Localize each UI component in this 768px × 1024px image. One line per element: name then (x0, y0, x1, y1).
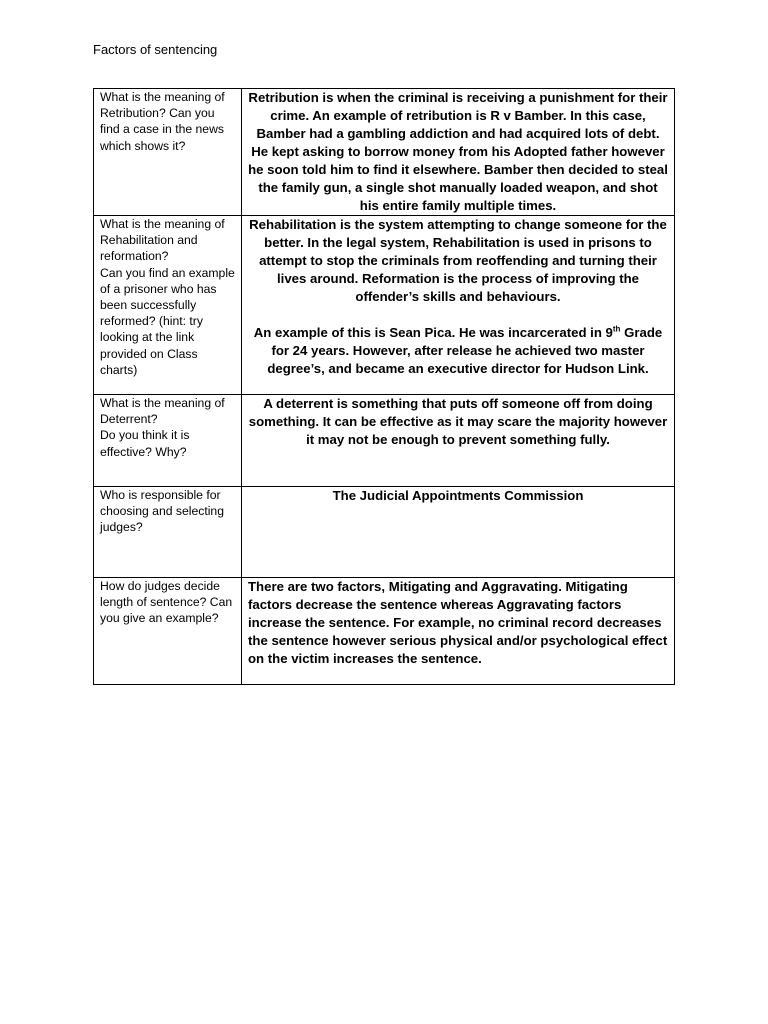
answer-sentence-length: There are two factors, Mitigating and Aggravating. Mitigating factors decrease the sentence whereas Aggravating factors increase the sentence. For example, no criminal record decreases the sentence however serious physical and/or psychological effect on the victim increases the sentence. (248, 579, 668, 666)
question-cell-deterrent (94, 395, 242, 487)
answer-cell-judges (242, 487, 675, 578)
table-row-sentence-length (94, 578, 675, 685)
answer-example-superscript: th (612, 324, 621, 334)
question-deterrent: What is the meaning of Deterrent? Do you think it is effective? Why? (100, 396, 225, 459)
question-retribution: What is the meaning of Retribution? Can you find a case in the news which shows it? (100, 90, 225, 153)
answer-example-text-start: An example of this is Sean Pica. He was incarcerated in 9 (253, 325, 613, 340)
answer-cell-retribution (242, 89, 675, 216)
question-cell-sentence-length (94, 578, 242, 685)
question-cell-retribution (94, 89, 242, 216)
question-cell-rehabilitation (94, 216, 242, 395)
answer-retribution: Retribution is when the criminal is receiving a punishment for their crime. An example of retribution is R v Bamber. In this case, Bamber had a gambling addiction and had acquired lots of debt. He kept asking to borrow money from his Adopted father however he soon told him to find it elsewhere. Bamber then decided to steal the family gun, a single shot manually loaded weapon, and shot his entire family multiple times. (248, 90, 668, 213)
table-row-retribution (94, 89, 675, 216)
document-title: Factors of sentencing (93, 42, 218, 57)
table-row-deterrent (94, 395, 675, 487)
answer-rehabilitation-definition: Rehabilitation is the system attempting to change someone for the better. In the legal system, Rehabilitation is used in prisons to attempt to stop the criminals from reoffending and turning their lives around. Reformation is the process of improving the offender’s skills and behaviours. (249, 217, 667, 304)
answer-cell-deterrent (242, 395, 675, 487)
table-row-rehabilitation (94, 216, 675, 395)
question-rehabilitation: What is the meaning of Rehabilitation and reformation? Can you find an example of a prisoner who has been successfully reformed? (hint: try looking at the link provided on Class charts) (100, 217, 235, 377)
answer-cell-rehabilitation (242, 216, 675, 395)
answer-cell-sentence-length (242, 578, 675, 685)
question-judges: Who is responsible for choosing and selecting judges? (100, 488, 224, 535)
answer-judges: The Judicial Appointments Commission (332, 488, 584, 503)
sentencing-table (93, 88, 675, 685)
question-sentence-length: How do judges decide length of sentence? Can you give an example? (100, 579, 233, 626)
question-cell-judges (94, 487, 242, 578)
answer-deterrent: A deterrent is something that puts off someone off from doing something. It can be effective as it may scare the majority however it may not be enough to prevent something fully. (248, 396, 668, 447)
answer-rehabilitation-example (247, 324, 669, 378)
table-row-judges (94, 487, 675, 578)
answer-example-text-end: Grade for 24 years. However, after release he achieved two master degree’s, and became an executive director for Hudson Link. (267, 325, 663, 376)
